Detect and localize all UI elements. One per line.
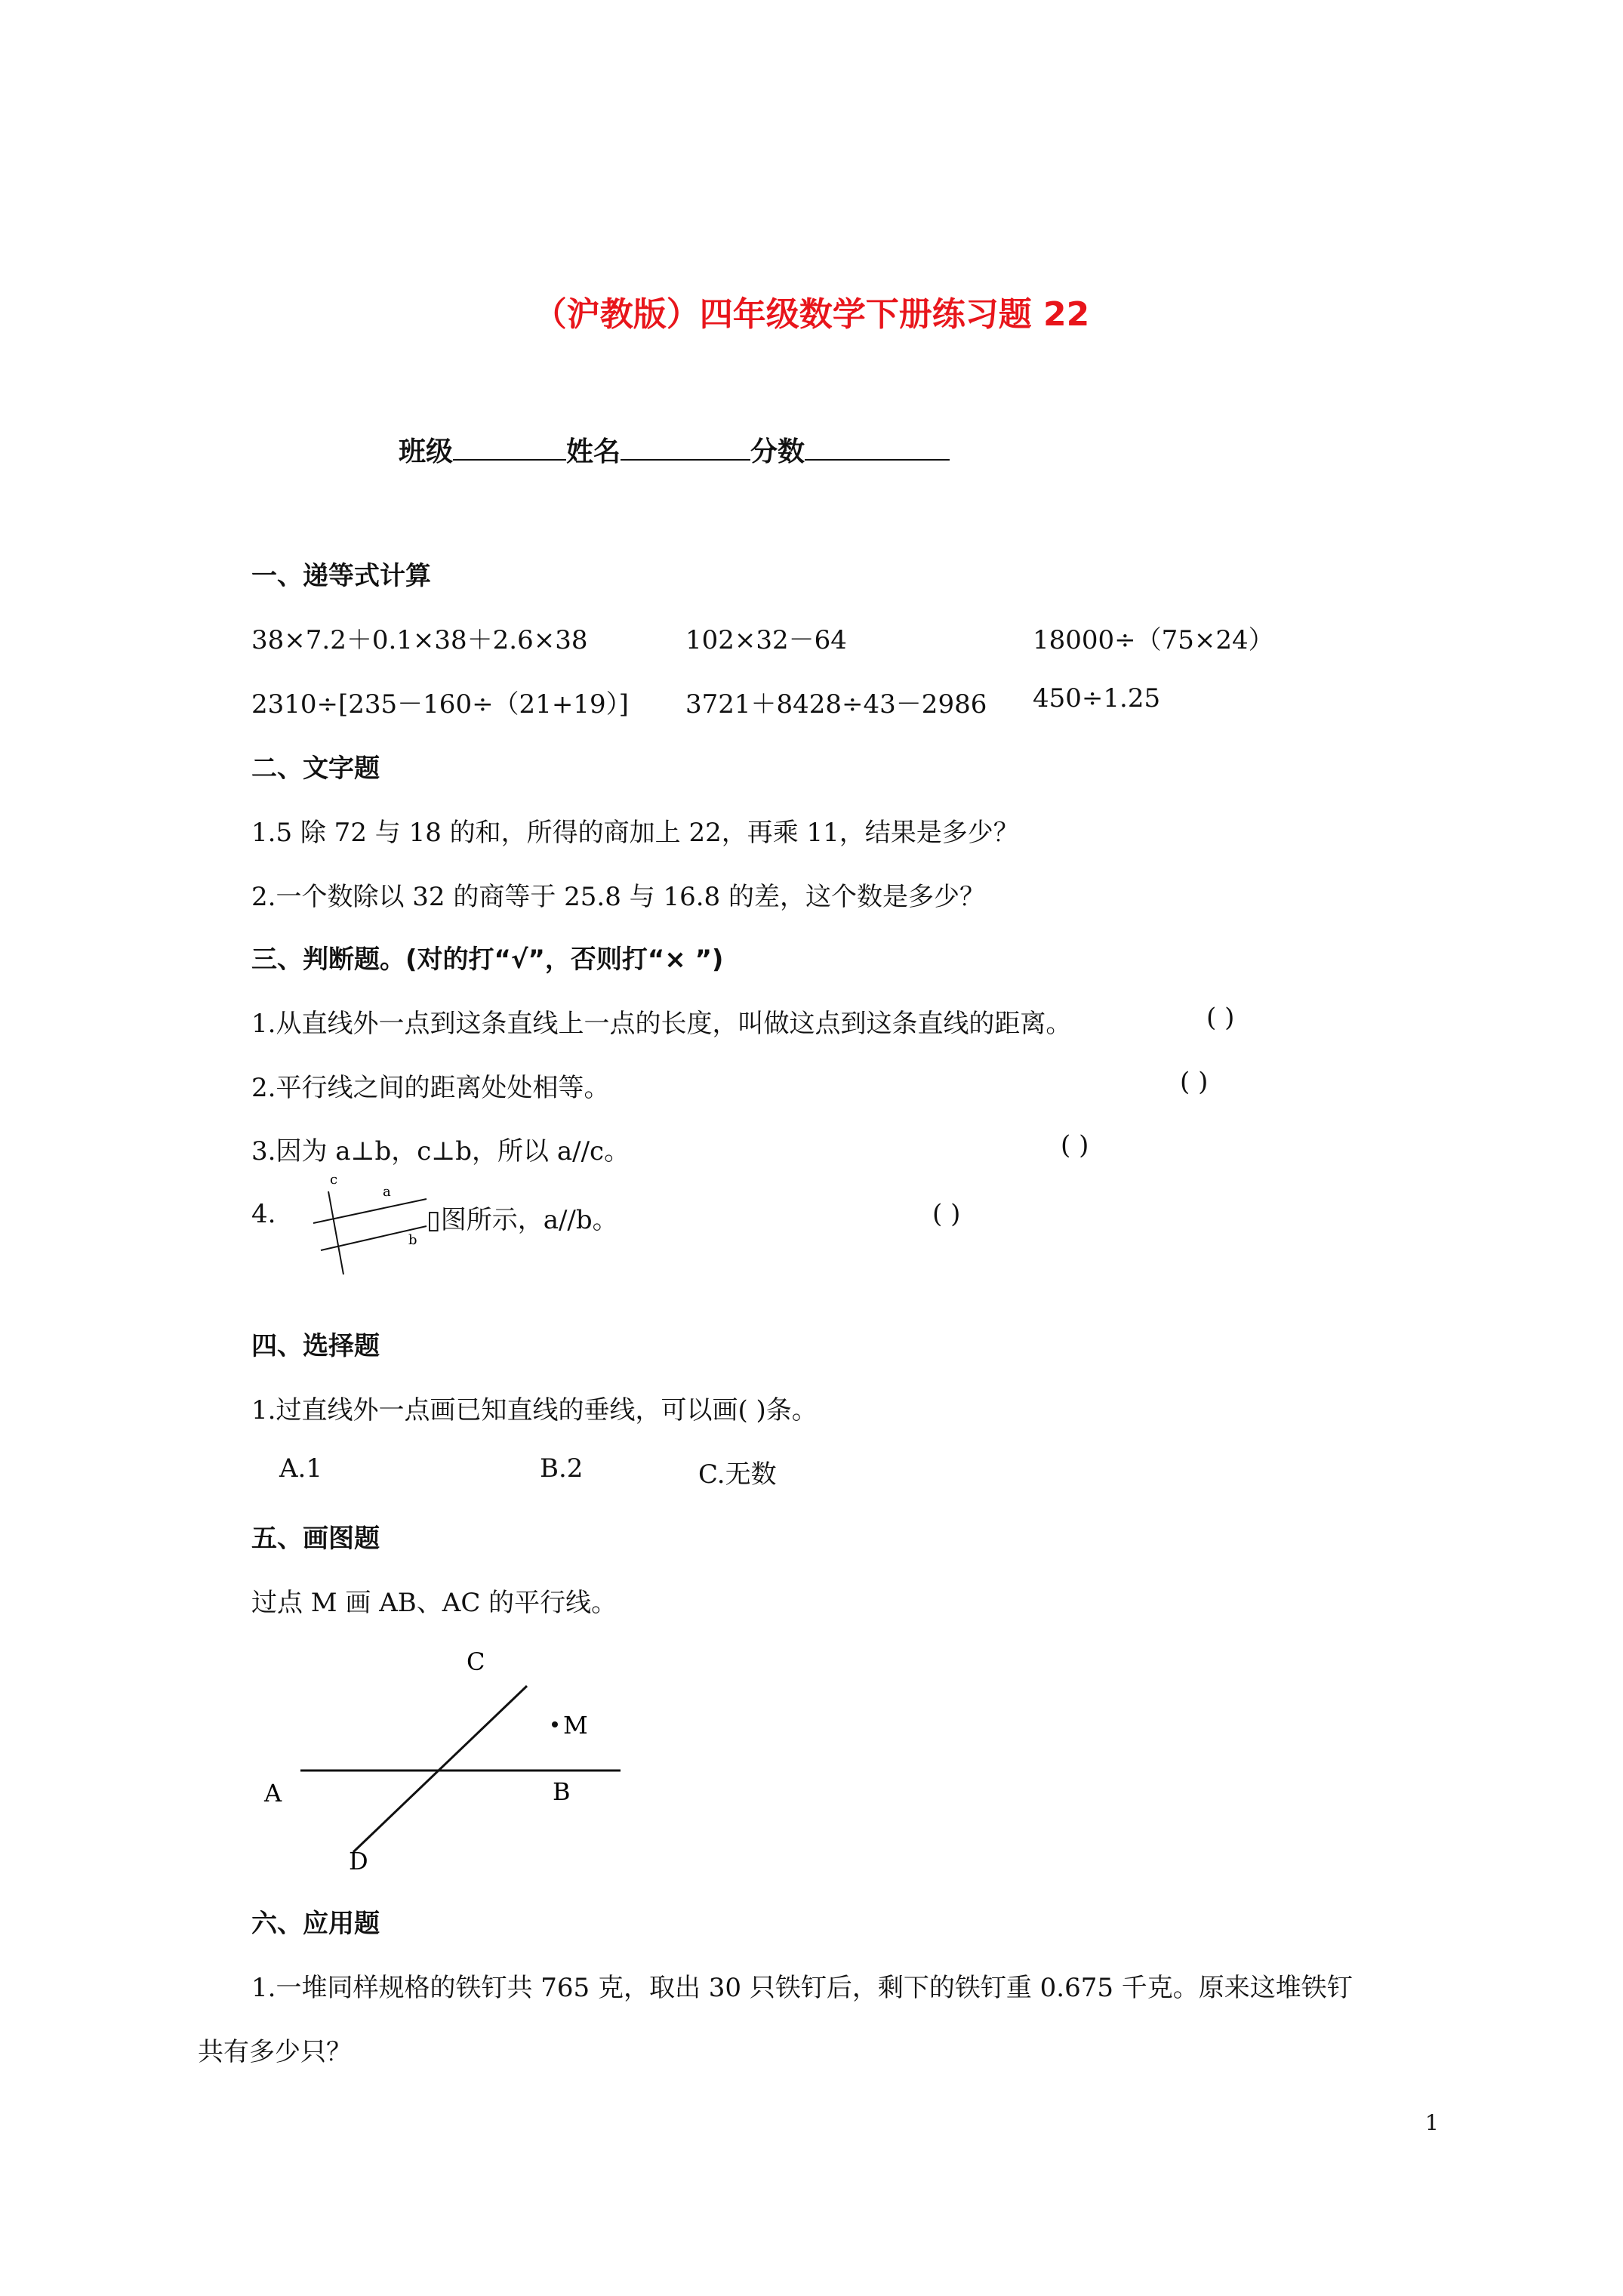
page-title: （沪教版）四年级数学下册练习题 22 [533,295,1090,334]
option-c: C.无数 [698,1459,777,1490]
section-1-heading: 一、递等式计算 [251,561,431,591]
section-2-heading: 二、文字题 [251,754,380,784]
label-a: a [383,1184,391,1200]
calc-1: 38×7.2＋0.1×38＋2.6×38 [251,625,588,655]
label-C: C [467,1647,485,1676]
page-number: 1 [1425,2110,1439,2135]
application-1-line-2: 共有多少只？ [198,2037,352,2067]
judge-4-number: 4. [251,1199,276,1229]
calc-2: 102×32－64 [685,625,847,655]
label-D: D [349,1847,368,1875]
judge-3-paren: ( ) [1061,1130,1089,1160]
point-m [552,1721,558,1727]
section-6-heading: 六、应用题 [251,1909,380,1939]
judge-2: 2.平行线之间的距离处处相等。 [251,1073,610,1103]
judge-1-paren: ( ) [1206,1003,1235,1033]
name-blank [621,433,750,461]
parallel-lines-figure [313,1169,434,1282]
score-label: 分数 [750,436,805,467]
choice-1: 1.过直线外一点画已知直线的垂线，可以画( )条。 [251,1395,818,1425]
score-blank [805,433,950,461]
option-a: A.1 [279,1453,322,1484]
label-c: c [330,1172,338,1188]
label-M: M [563,1711,588,1740]
section-3-heading: 三、判断题。(对的打“√”，否则打“× ”) [251,945,724,975]
class-label: 班级 [399,436,454,467]
line-cd [353,1686,527,1852]
calc-3: 18000÷（75×24） [1033,625,1274,655]
judge-1: 1.从直线外一点到这条直线上一点的长度，叫做这点到这条直线的距离。 [251,1009,1072,1039]
drawing-instruction: 过点 M 画 AB、AC 的平行线。 [251,1588,617,1618]
name-label: 姓名 [566,436,621,467]
label-b: b [408,1232,417,1248]
drawing-figure [249,1638,657,1880]
student-info-line [399,430,950,469]
calc-6: 450÷1.25 [1033,683,1161,713]
section-4-heading: 四、选择题 [251,1331,380,1361]
judge-4-paren: ( ) [932,1199,961,1229]
section-5-heading: 五、画图题 [251,1524,380,1554]
judge-4: ▯图所示，a//b。 [427,1205,618,1235]
judge-2-paren: ( ) [1180,1067,1209,1097]
word-problem-2: 2.一个数除以 32 的商等于 25.8 与 16.8 的差，这个数是多少？ [251,882,985,912]
class-blank [453,433,566,461]
calc-5: 3721＋8428÷43－2986 [685,689,987,720]
application-1-line-1: 1.一堆同样规格的铁钉共 765 克，取出 30 只铁钉后，剩下的铁钉重 0.675 千克。原来这堆铁钉 [251,1973,1353,2003]
calc-4: 2310÷[235－160÷（21+19）] [251,689,629,720]
label-B: B [553,1777,571,1806]
judge-3: 3.因为 a⊥b，c⊥b，所以 a//c。 [251,1136,630,1166]
label-A: A [264,1779,282,1808]
line-c [328,1191,343,1274]
word-problem-1: 1.5 除 72 与 18 的和，所得的商加上 22，再乘 11，结果是多少？ [251,818,1019,848]
option-b: B.2 [540,1453,584,1484]
